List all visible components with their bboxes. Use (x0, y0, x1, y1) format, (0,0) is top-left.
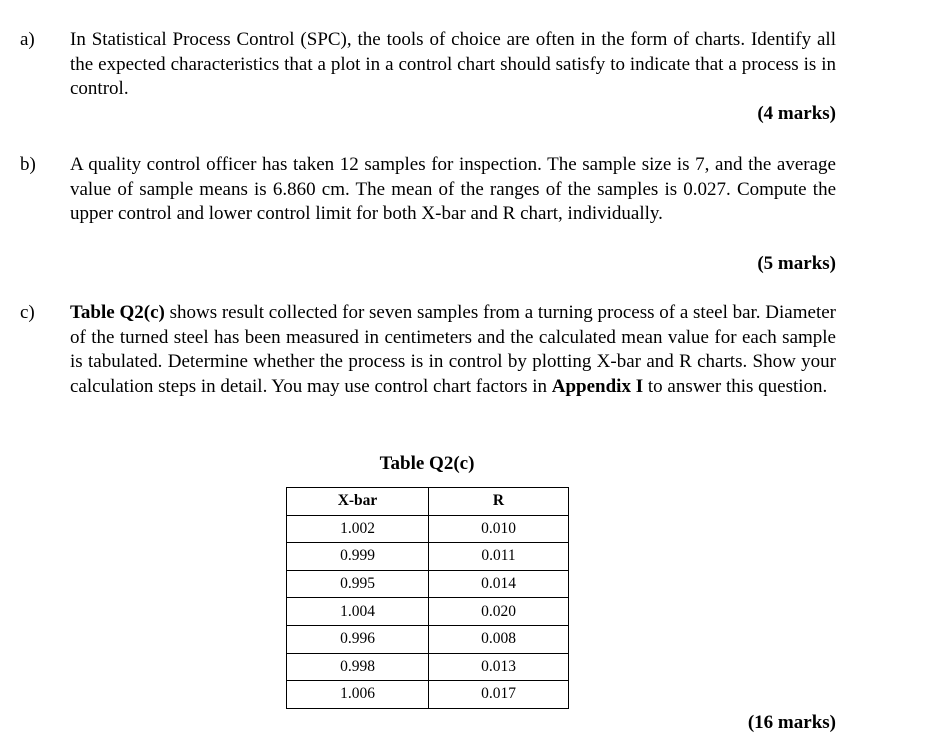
table-header-row (287, 488, 569, 516)
table-row (287, 625, 569, 653)
cell-xbar: 1.006 (287, 681, 429, 709)
cell-xbar: 0.999 (287, 543, 429, 571)
question-c-label: c) (20, 302, 35, 323)
question-a-text: In Statistical Process Control (SPC), the tools of choice are often in the form of charts. Identify all the expected characteristics that a plot in a control chart should satisfy to indicate that a process is in control. (70, 29, 836, 100)
table-caption: Table Q2(c) (379, 453, 475, 474)
table-reference: Table Q2(c) (70, 302, 165, 323)
header-xbar: X-bar (287, 488, 429, 516)
question-a-label: a) (20, 29, 35, 50)
cell-r: 0.014 (429, 570, 569, 598)
question-c-text (70, 301, 836, 399)
cell-r: 0.013 (429, 653, 569, 681)
data-table (286, 487, 569, 709)
table-row (287, 598, 569, 626)
cell-xbar: 1.004 (287, 598, 429, 626)
question-b-text: A quality control officer has taken 12 samples for inspection. The sample size is 7, and the average value of sample means is 6.860 cm. The mean of the ranges of the samples is 0.027. Compute the upper control and lower control limit for both X-bar and R chart, individually. (70, 154, 836, 225)
table-row (287, 653, 569, 681)
cell-xbar: 0.995 (287, 570, 429, 598)
question-b-marks: (5 marks) (757, 253, 836, 274)
table-row (287, 515, 569, 543)
cell-r: 0.020 (429, 598, 569, 626)
cell-r: 0.010 (429, 515, 569, 543)
table-row (287, 570, 569, 598)
question-c-text-part-1: shows result collected for seven samples from a turning process of a steel bar. Diameter of the turned steel has been measured in centimeters and the calculated mean value for each sample is tabulated. Determine whether the process is in control by plotting X-bar and R charts. Show your calculation steps in detail. You may use control chart factors in (70, 302, 836, 397)
appendix-reference: Appendix I (551, 375, 644, 397)
cell-r: 0.017 (429, 681, 569, 709)
cell-xbar: 0.996 (287, 625, 429, 653)
table-row (287, 543, 569, 571)
question-a-marks: (4 marks) (757, 103, 836, 124)
header-r: R (429, 488, 569, 516)
table-row (287, 681, 569, 709)
question-c-text-part-2: to answer this question. (643, 375, 828, 397)
question-c-marks: (16 marks) (747, 712, 836, 733)
cell-xbar: 0.998 (287, 653, 429, 681)
cell-xbar: 1.002 (287, 515, 429, 543)
cell-r: 0.011 (429, 543, 569, 571)
cell-r: 0.008 (429, 625, 569, 653)
question-b-label: b) (20, 154, 36, 175)
